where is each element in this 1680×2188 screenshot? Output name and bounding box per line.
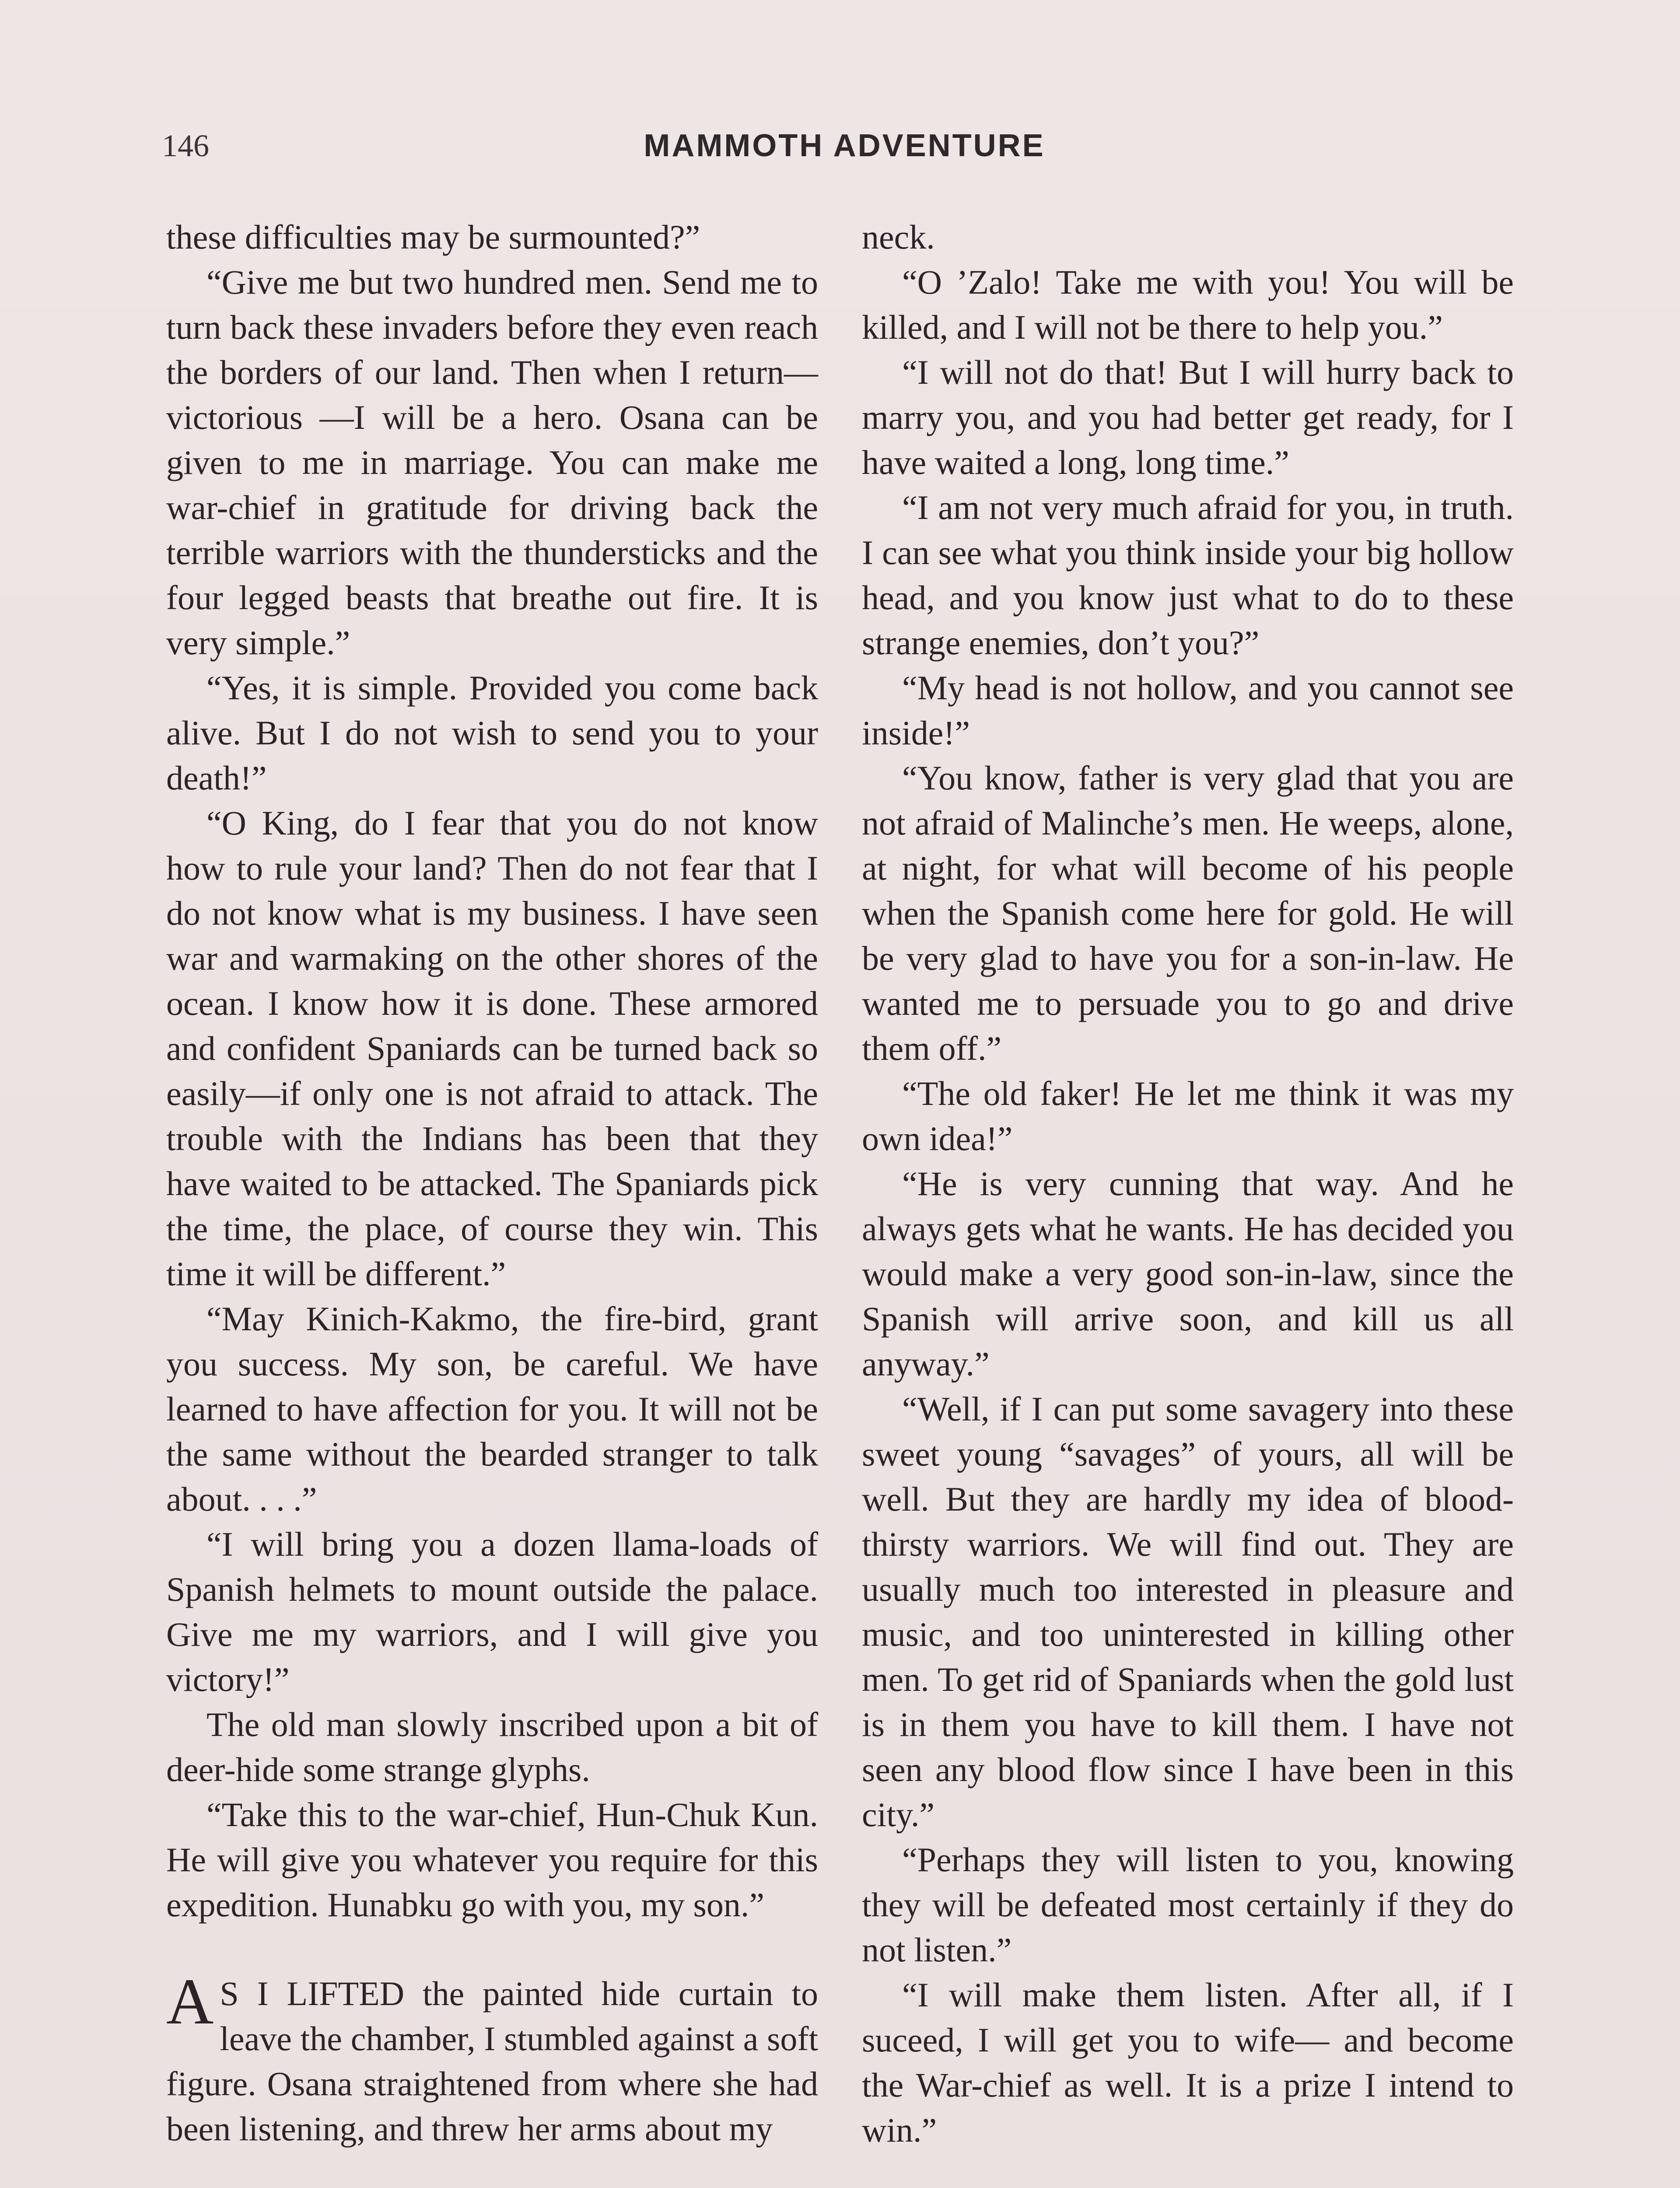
paragraph: “Give me but two hundred men. Send me to turn back these invaders before they even reach the borders of our land. Then when I return—victorious —I will be a hero. Osana can be given to me in marriage. You can make me war-chief in gratitude for driving back the terrible warriors with the thundersticks and the four legged beasts that breathe out fire. It is very simple.” bbox=[166, 263, 818, 662]
paragraph: “O ’Zalo! Take me with you! You will be killed, and I will not be there to help you.” bbox=[862, 263, 1514, 346]
page-header bbox=[162, 128, 1527, 176]
paragraph-text: S I LIFTED the painted hide curtain to leave the chamber, I stumbled against a soft figure. Osana straightened from where she had been listening, and threw her arms about my bbox=[166, 1974, 818, 2148]
page-number: 146 bbox=[162, 128, 209, 163]
paragraph: “I will not do that! But I will hurry back to marry you, and you had better get ready, for I have waited a long, long time.” bbox=[862, 353, 1514, 481]
paragraph: “He is very cunning that way. And he always gets what he wants. He has decided you would make a very good son-in-law, since the Spanish will arrive soon, and kill us all anyway.” bbox=[862, 1164, 1514, 1383]
paragraph: The old man slowly inscribed upon a bit of deer-hide some strange glyphs. bbox=[166, 1705, 818, 1788]
running-title: MAMMOTH ADVENTURE bbox=[644, 128, 1045, 163]
paragraph: “I am not very much afraid for you, in truth. I can see what you think inside your big hollow head, and you know just what to do to these strange enemies, don’t you?” bbox=[862, 488, 1514, 662]
drop-cap: A bbox=[166, 1965, 214, 2038]
paragraph: “I will make them listen. After all, if I suceed, I will get you to wife— and become the War-chief as well. It is a prize I intend to win.” bbox=[862, 1976, 1514, 2149]
paragraph: “I will bring you a dozen llama-loads of Spanish helmets to mount outside the palace. Give me my warriors, and I will give you victory!” bbox=[166, 1525, 818, 1698]
paragraph: “Perhaps they will listen to you, knowing they will be defeated most certainly if they do not listen.” bbox=[862, 1841, 1514, 1969]
paragraph: “May Kinich-Kakmo, the fire-bird, grant you success. My son, be careful. We have learned to have affection for you. It will not be the same without the bearded stranger to talk about. . . .” bbox=[166, 1300, 818, 1518]
paragraph: “Yes, it is simple. Provided you come back alive. But I do not wish to send you to your death!” bbox=[166, 669, 818, 797]
paragraph: “The old faker! He let me think it was my own idea!” bbox=[862, 1074, 1514, 1157]
paragraph: these difficulties may be surmounted?” bbox=[166, 218, 700, 256]
paragraph: “You know, father is very glad that you are not afraid of Malinche’s men. He weeps, alone, at night, for what will become of his people when the Spanish come here for gold. He will be very glad to have you for a son-in-law. He wanted me to persuade you to go and drive them off.” bbox=[862, 759, 1514, 1067]
paragraph: “Well, if I can put some savagery into these sweet young “savages” of yours, all will be well. But they are hardly my idea of blood-thirsty warriors. We will find out. They are usually much too interested in pleasure and music, and too uninterested in killing other men. To get rid of Spaniards when the gold lust is in them you have to kill them. I have not seen any blood flow since I have been in this city.” bbox=[862, 1390, 1514, 1834]
right-column bbox=[862, 214, 1514, 2153]
paragraph: “O King, do I fear that you do not know how to rule your land? Then do not fear that I do not know what is my business. I have seen war and warmaking on the other shores of the ocean. I know how it is done. These armored and confident Spaniards can be turned back so easily—if only one is not afraid to attack. The trouble with the Indians has been that they have waited to be attacked. The Spaniards pick the time, the place, of course they win. This time it will be different.” bbox=[166, 804, 818, 1293]
section-start-paragraph bbox=[166, 1965, 818, 2151]
left-column bbox=[166, 214, 818, 2151]
paragraph: “Take this to the war-chief, Hun-Chuk Kun. He will give you whatever you require for this expedition. Hunabku go with you, my son.” bbox=[166, 1795, 818, 1924]
paragraph: neck. bbox=[862, 218, 935, 256]
paragraph: “My head is not hollow, and you cannot see inside!” bbox=[862, 669, 1514, 752]
